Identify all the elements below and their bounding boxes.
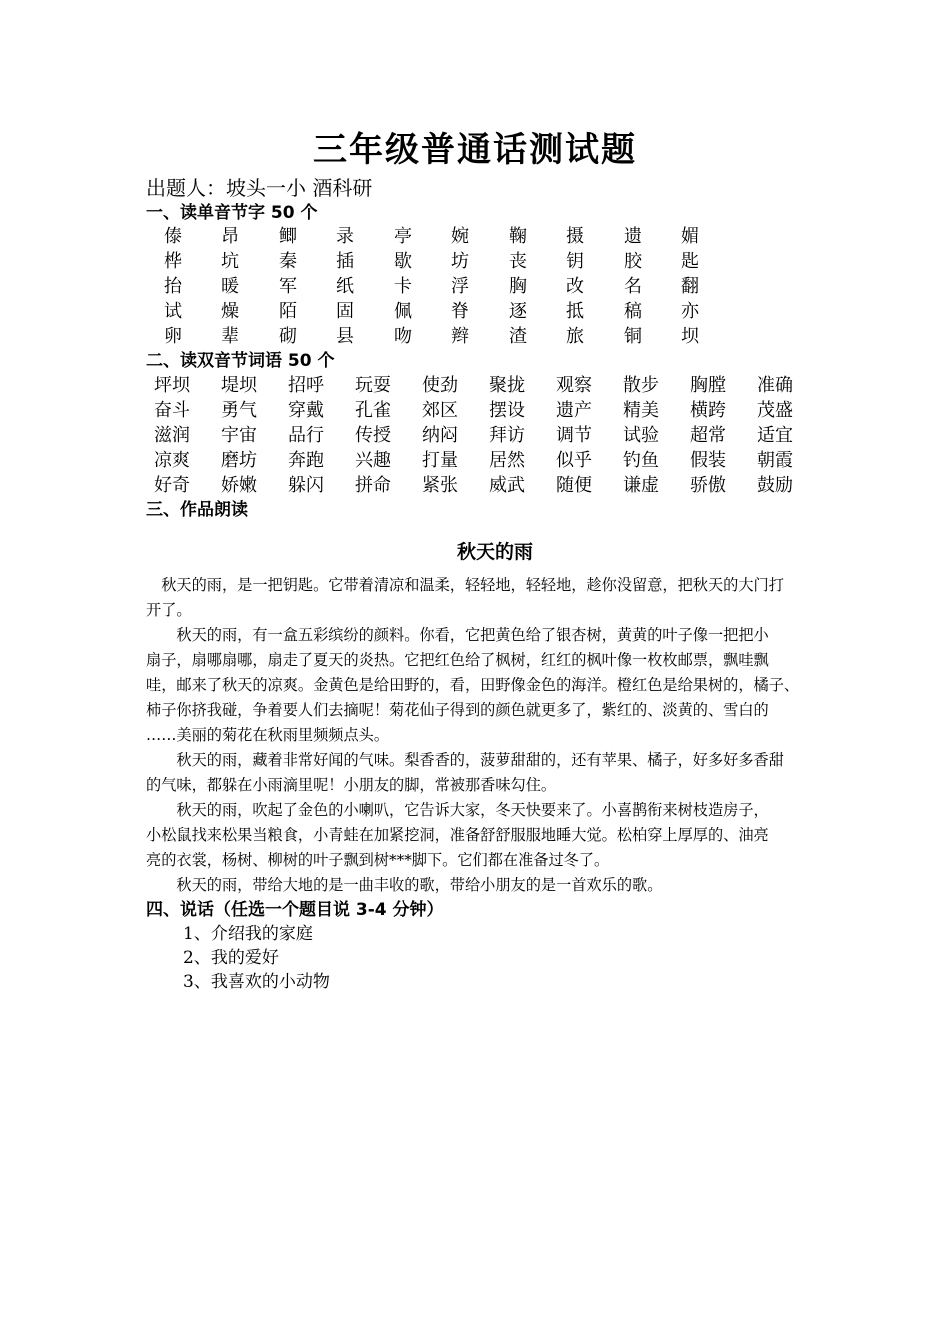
- disyllable-word: 品行: [288, 425, 324, 446]
- disyllable-word: 聚拢: [489, 375, 525, 396]
- monosyllable-char: 暖: [221, 276, 239, 297]
- monosyllable-char: 纸: [336, 276, 354, 297]
- disyllable-word: 超常: [690, 425, 726, 446]
- monosyllable-char: 抬: [164, 276, 182, 297]
- article-line: 哇，邮来了秋天的凉爽。金黄色是给田野的，看，田野像金色的海洋。橙红色是给果树的，橘子、: [146, 676, 800, 694]
- disyllable-word: 传授: [355, 425, 391, 446]
- monosyllable-char: 傣: [164, 226, 182, 247]
- article-line: 柿子你挤我碰，争着要人们去摘呢！菊花仙子得到的颜色就更多了，紫红的、淡黄的、雪白的: [146, 701, 769, 719]
- disyllable-word: 孔雀: [355, 400, 391, 421]
- disyllable-word: 随便: [556, 475, 592, 496]
- disyllable-word: 散步: [623, 375, 659, 396]
- monosyllable-char: 鞠: [509, 226, 527, 247]
- monosyllable-char: 试: [164, 301, 182, 322]
- section-heading-reading: 三、作品朗读: [146, 500, 248, 520]
- monosyllable-char: 陌: [279, 301, 297, 322]
- monosyllable-char: 亦: [681, 301, 699, 322]
- monosyllable-char: 亭: [394, 226, 412, 247]
- disyllable-word: 试验: [623, 425, 659, 446]
- article-line: 的气味，都躲在小雨滴里呢！小朋友的脚，常被那香味勾住。: [146, 776, 557, 794]
- article-line: 秋天的雨，是一把钥匙。它带着清凉和温柔，轻轻地，轻轻地，趁你没留意，把秋天的大门打: [146, 576, 784, 594]
- disyllable-word: 宇宙: [221, 425, 257, 446]
- monosyllable-char: 辈: [221, 326, 239, 347]
- monosyllable-char: 翻: [681, 276, 699, 297]
- monosyllable-char: 婉: [451, 226, 469, 247]
- monosyllable-char: 胶: [624, 251, 642, 272]
- disyllable-word: 似乎: [556, 450, 592, 471]
- disyllable-word: 好奇: [154, 475, 190, 496]
- monosyllable-char: 坝: [681, 326, 699, 347]
- monosyllable-char: 铜: [624, 326, 642, 347]
- disyllable-word: 居然: [489, 450, 525, 471]
- disyllable-word: 滋润: [154, 425, 190, 446]
- disyllable-word: 紧张: [422, 475, 458, 496]
- monosyllable-char: 卵: [164, 326, 182, 347]
- monosyllable-char: 遗: [624, 226, 642, 247]
- disyllable-word: 穿戴: [288, 400, 324, 421]
- monosyllable-char: 录: [336, 226, 354, 247]
- monosyllable-char: 名: [624, 276, 642, 297]
- author-line: 出题人：坡头一小 酒科研: [146, 176, 373, 200]
- disyllable-word: 茂盛: [757, 400, 793, 421]
- disyllable-word: 使劲: [422, 375, 458, 396]
- monosyllable-char: 改: [566, 276, 584, 297]
- disyllable-word: 娇嫩: [221, 475, 257, 496]
- disyllable-word: 凉爽: [154, 450, 190, 471]
- speaking-topic-3: 3、我喜欢的小动物: [183, 972, 330, 992]
- article-line: 秋天的雨，藏着非常好闻的气味。梨香香的，菠萝甜甜的，还有苹果、橘子，好多好多香甜: [146, 751, 784, 769]
- disyllable-word: 准确: [757, 375, 793, 396]
- monosyllable-char: 秦: [279, 251, 297, 272]
- monosyllable-char: 辫: [451, 326, 469, 347]
- monosyllable-char: 脊: [451, 301, 469, 322]
- monosyllable-char: 坑: [221, 251, 239, 272]
- article-line: 开了。: [146, 601, 192, 619]
- disyllable-word: 精美: [623, 400, 659, 421]
- monosyllable-char: 坊: [451, 251, 469, 272]
- page-title: 三年级普通话测试题: [313, 130, 637, 170]
- article-line: 秋天的雨，带给大地的是一曲丰收的歌，带给小朋友的是一首欢乐的歌。: [146, 876, 663, 894]
- monosyllable-char: 抵: [566, 301, 584, 322]
- monosyllable-char: 旅: [566, 326, 584, 347]
- disyllable-word: 郊区: [422, 400, 458, 421]
- disyllable-word: 坪坝: [154, 375, 190, 396]
- disyllable-word: 拜访: [489, 425, 525, 446]
- article-line: 小松鼠找来松果当粮食，小青蛙在加紧挖洞，准备舒舒服服地睡大觉。松柏穿上厚厚的、油亮: [146, 826, 769, 844]
- monosyllable-char: 丧: [509, 251, 527, 272]
- disyllable-word: 骄傲: [690, 475, 726, 496]
- monosyllable-char: 燥: [221, 301, 239, 322]
- monosyllable-char: 胸: [509, 276, 527, 297]
- speaking-topic-1: 1、介绍我的家庭: [183, 924, 313, 944]
- monosyllable-char: 砌: [279, 326, 297, 347]
- article-line: 秋天的雨，吹起了金色的小喇叭，它告诉大家，冬天快要来了。小喜鹊衔来树枝造房子，: [146, 801, 769, 819]
- monosyllable-char: 县: [336, 326, 354, 347]
- disyllable-word: 勇气: [221, 400, 257, 421]
- section-heading-speaking: 四、说话（任选一个题目说 3-4 分钟）: [146, 900, 444, 920]
- monosyllable-char: 渣: [509, 326, 527, 347]
- monosyllable-char: 桦: [164, 251, 182, 272]
- article-line: 秋天的雨，有一盒五彩缤纷的颜料。你看，它把黄色给了银杏树，黄黄的叶子像一把把小: [146, 626, 769, 644]
- monosyllable-char: 固: [336, 301, 354, 322]
- disyllable-word: 横跨: [690, 400, 726, 421]
- disyllable-word: 观察: [556, 375, 592, 396]
- disyllable-word: 奋斗: [154, 400, 190, 421]
- disyllable-word: 玩耍: [355, 375, 391, 396]
- monosyllable-char: 鲫: [279, 226, 297, 247]
- monosyllable-char: 摄: [566, 226, 584, 247]
- monosyllable-char: 昂: [221, 226, 239, 247]
- disyllable-word: 遗产: [556, 400, 592, 421]
- section-heading-disyllable: 二、读双音节词语 50 个: [146, 351, 335, 371]
- article-line: 扇子，扇哪扇哪，扇走了夏天的炎热。它把红色给了枫树，红红的枫叶像一枚枚邮票，飘哇飘: [146, 651, 769, 669]
- disyllable-word: 堤坝: [221, 375, 257, 396]
- disyllable-word: 调节: [556, 425, 592, 446]
- disyllable-word: 招呼: [288, 375, 324, 396]
- monosyllable-char: 匙: [681, 251, 699, 272]
- monosyllable-char: 军: [279, 276, 297, 297]
- monosyllable-char: 歇: [394, 251, 412, 272]
- monosyllable-char: 媚: [681, 226, 699, 247]
- disyllable-word: 适宜: [757, 425, 793, 446]
- monosyllable-char: 稿: [624, 301, 642, 322]
- disyllable-word: 钓鱼: [623, 450, 659, 471]
- disyllable-word: 纳闷: [422, 425, 458, 446]
- disyllable-word: 奔跑: [288, 450, 324, 471]
- disyllable-word: 朝霞: [757, 450, 793, 471]
- monosyllable-char: 浮: [451, 276, 469, 297]
- monosyllable-char: 卡: [394, 276, 412, 297]
- disyllable-word: 兴趣: [355, 450, 391, 471]
- monosyllable-char: 佩: [394, 301, 412, 322]
- monosyllable-char: 逐: [509, 301, 527, 322]
- disyllable-word: 摆设: [489, 400, 525, 421]
- disyllable-word: 拼命: [355, 475, 391, 496]
- article-body: [146, 573, 814, 898]
- disyllable-word: 假装: [690, 450, 726, 471]
- article-line: 亮的衣裳，杨树、柳树的叶子飘到树***脚下。它们都在准备过冬了。: [146, 851, 610, 869]
- section-heading-monosyllable: 一、读单音节字 50 个: [146, 203, 318, 223]
- monosyllable-char: 插: [336, 251, 354, 272]
- disyllable-word: 胸膛: [690, 375, 726, 396]
- disyllable-word: 躲闪: [288, 475, 324, 496]
- disyllable-word: 威武: [489, 475, 525, 496]
- speaking-topic-2: 2、我的爱好: [183, 948, 279, 968]
- monosyllable-char: 吻: [394, 326, 412, 347]
- article-title: 秋天的雨: [456, 541, 533, 563]
- disyllable-word: 磨坊: [221, 450, 257, 471]
- disyllable-word: 鼓励: [757, 475, 793, 496]
- disyllable-word: 打量: [422, 450, 458, 471]
- disyllable-word: 谦虚: [623, 475, 659, 496]
- article-line: ……美丽的菊花在秋雨里频频点头。: [146, 726, 389, 744]
- monosyllable-char: 钥: [566, 251, 584, 272]
